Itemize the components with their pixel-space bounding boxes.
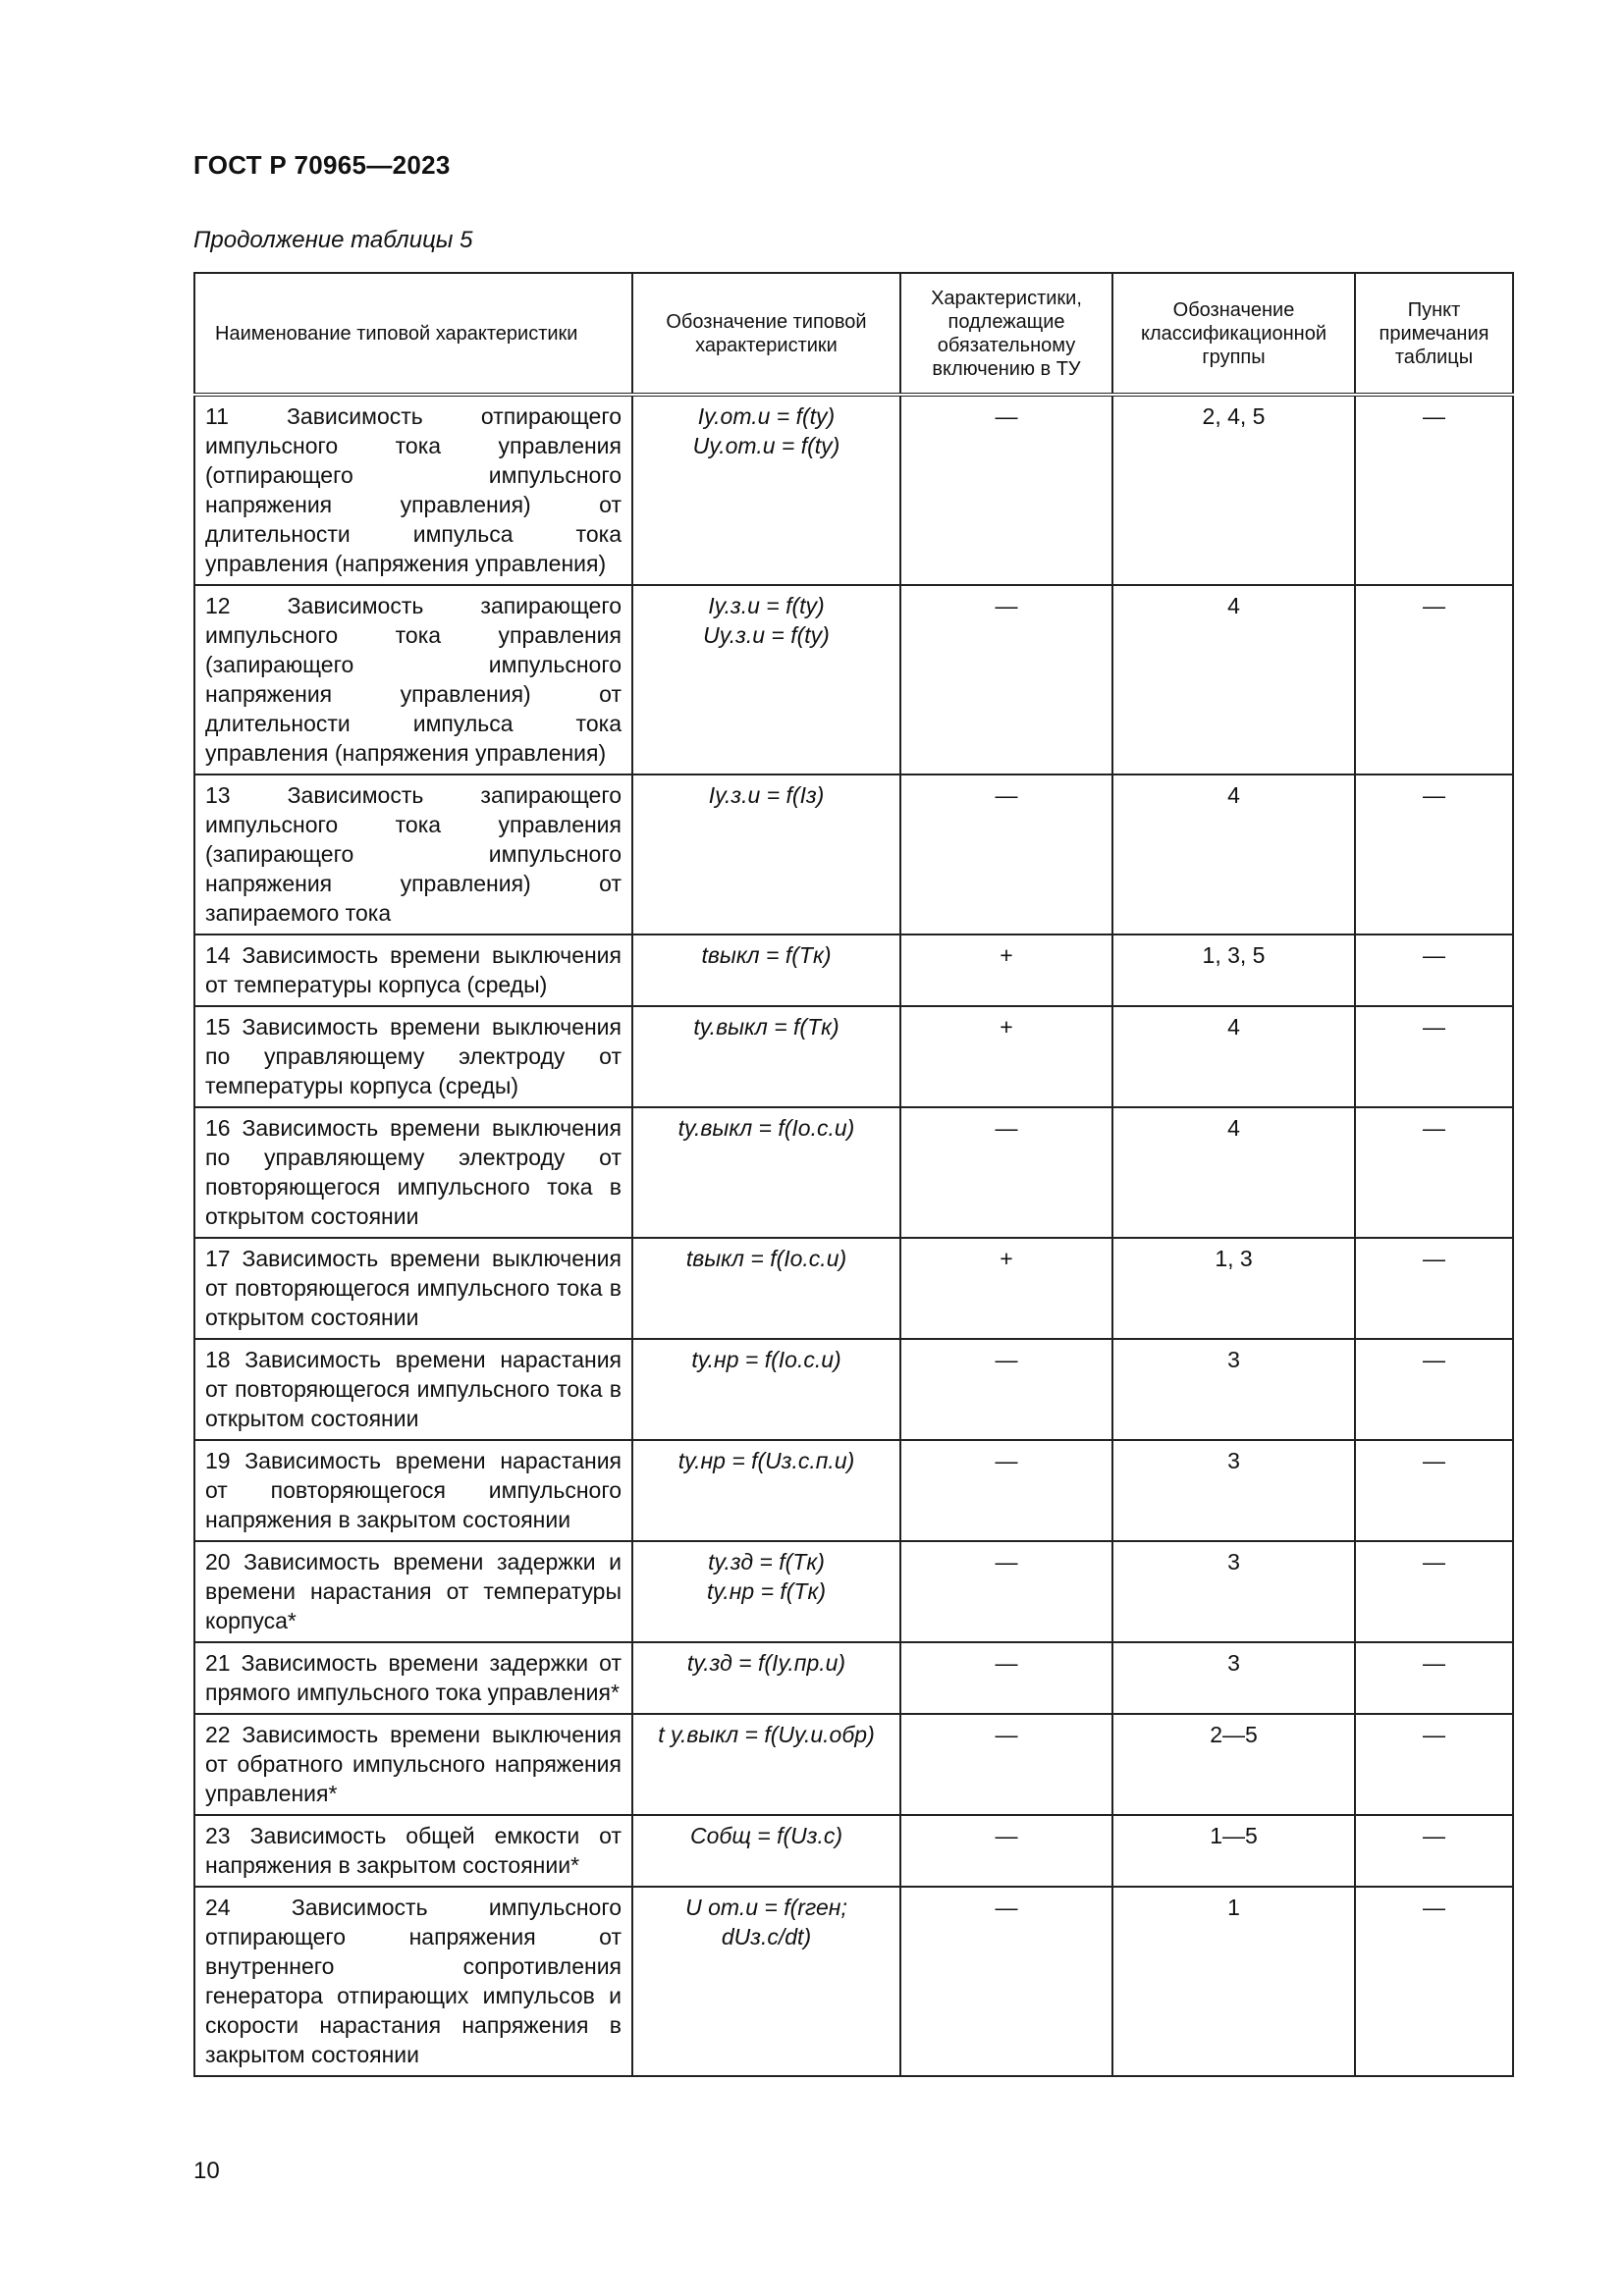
table-row [194, 1006, 1513, 1107]
table-row [194, 1238, 1513, 1339]
column-header-name: Наименование типовой характеристики [194, 273, 632, 395]
formula-line: t у.выкл = f(Uу.и.обр) [658, 1722, 875, 1747]
note-reference: — [1355, 1440, 1513, 1541]
characteristic-name: 16 Зависимость времени выключения по управляющему электроду от повторяющегося импульсного тока в открытом состоянии [194, 1107, 632, 1238]
characteristic-designation [632, 1887, 900, 2076]
mandatory-mark: — [900, 395, 1112, 585]
characteristic-name: 20 Зависимость времени задержки и времени нарастания от температуры корпуса* [194, 1541, 632, 1642]
formula-line: tвыкл = f(Iо.с.и) [685, 1246, 847, 1271]
column-header-note: Пункт примечания таблицы [1355, 273, 1513, 395]
mandatory-mark: — [900, 1887, 1112, 2076]
mandatory-mark: — [900, 1339, 1112, 1440]
characteristic-designation [632, 934, 900, 1006]
classification-group: 4 [1112, 1107, 1355, 1238]
table-row [194, 1642, 1513, 1714]
note-reference: — [1355, 1642, 1513, 1714]
note-reference: — [1355, 1887, 1513, 2076]
formula-line: tу.выкл = f(Tк) [693, 1014, 839, 1040]
formula-line: tу.нр = f(Iо.с.и) [691, 1347, 841, 1372]
classification-group: 3 [1112, 1642, 1355, 1714]
mandatory-mark: — [900, 1107, 1112, 1238]
classification-group: 1, 3 [1112, 1238, 1355, 1339]
characteristic-name: 11 Зависимость отпирающего импульсного тока управления (отпирающего импульсного напряжения управления) от длительности импульса тока управления (напряжения управления) [194, 395, 632, 585]
classification-group: 1, 3, 5 [1112, 934, 1355, 1006]
classification-group: 1—5 [1112, 1815, 1355, 1887]
mandatory-mark: + [900, 934, 1112, 1006]
table-row [194, 395, 1513, 585]
formula-line: tу.зд = f(Iу.пр.и) [686, 1650, 846, 1676]
formula-line: Cобщ = f(Uз.с) [689, 1823, 843, 1848]
characteristic-designation [632, 1541, 900, 1642]
formula-line: Uу.от.и = f(tу) [692, 433, 840, 458]
formula-line: tу.зд = f(Tк) [708, 1549, 825, 1575]
column-header-mandatory: Характеристики, подлежащие обязательному включению в ТУ [900, 273, 1112, 395]
formula-line: Iу.от.и = f(tу) [697, 403, 836, 429]
formula-line: Iу.з.и = f(tу) [708, 593, 825, 618]
characteristic-name: 22 Зависимость времени выключения от обратного импульсного напряжения управления* [194, 1714, 632, 1815]
formula-line: tу.выкл = f(Iо.с.и) [677, 1115, 855, 1141]
note-reference: — [1355, 934, 1513, 1006]
characteristic-designation [632, 1006, 900, 1107]
characteristic-name: 18 Зависимость времени нарастания от повторяющегося импульсного тока в открытом состоянии [194, 1339, 632, 1440]
formula-line: tу.нр = f(Uз.с.п.и) [677, 1448, 855, 1473]
characteristic-designation [632, 774, 900, 934]
document-code: ГОСТ Р 70965—2023 [193, 150, 451, 180]
mandatory-mark: — [900, 1541, 1112, 1642]
note-reference: — [1355, 774, 1513, 934]
mandatory-mark: + [900, 1238, 1112, 1339]
note-reference: — [1355, 1238, 1513, 1339]
characteristic-designation [632, 585, 900, 774]
table-row [194, 1339, 1513, 1440]
formula-line: Iу.з.и = f(Iз) [708, 782, 825, 808]
characteristic-designation [632, 1714, 900, 1815]
mandatory-mark: + [900, 1006, 1112, 1107]
column-header-designation: Обозначение типовой характеристики [632, 273, 900, 395]
classification-group: 3 [1112, 1440, 1355, 1541]
mandatory-mark: — [900, 1440, 1112, 1541]
characteristic-name: 24 Зависимость импульсного отпирающего напряжения от внутреннего сопротивления генератора отпирающих импульсов и скорости нарастания напряжения в закрытом состоянии [194, 1887, 632, 2076]
table-row [194, 1440, 1513, 1541]
table-caption: Продолжение таблицы 5 [193, 227, 473, 253]
table-row [194, 1815, 1513, 1887]
characteristic-designation [632, 1238, 900, 1339]
page-number: 10 [193, 2158, 220, 2184]
classification-group: 3 [1112, 1541, 1355, 1642]
characteristic-name: 21 Зависимость времени задержки от прямого импульсного тока управления* [194, 1642, 632, 1714]
note-reference: — [1355, 1815, 1513, 1887]
table-row [194, 1541, 1513, 1642]
classification-group: 2—5 [1112, 1714, 1355, 1815]
characteristic-designation [632, 1107, 900, 1238]
note-reference: — [1355, 1714, 1513, 1815]
note-reference: — [1355, 1339, 1513, 1440]
note-reference: — [1355, 1107, 1513, 1238]
column-header-group: Обозначение классификационной группы [1112, 273, 1355, 395]
classification-group: 3 [1112, 1339, 1355, 1440]
mandatory-mark: — [900, 774, 1112, 934]
table-row [194, 1714, 1513, 1815]
mandatory-mark: — [900, 1642, 1112, 1714]
table-header-row [194, 273, 1513, 395]
classification-group: 4 [1112, 1006, 1355, 1107]
table-row [194, 774, 1513, 934]
note-reference: — [1355, 395, 1513, 585]
mandatory-mark: — [900, 1714, 1112, 1815]
characteristic-name: 14 Зависимость времени выключения от температуры корпуса (среды) [194, 934, 632, 1006]
formula-line: U от.и = f(rген; dUз.с/dt) [685, 1895, 847, 1949]
characteristic-name: 23 Зависимость общей емкости от напряжения в закрытом состоянии* [194, 1815, 632, 1887]
table-row [194, 934, 1513, 1006]
classification-group: 1 [1112, 1887, 1355, 2076]
table-row [194, 1887, 1513, 2076]
note-reference: — [1355, 1541, 1513, 1642]
table-row [194, 585, 1513, 774]
note-reference: — [1355, 585, 1513, 774]
classification-group: 4 [1112, 774, 1355, 934]
characteristic-designation [632, 1440, 900, 1541]
characteristic-name: 12 Зависимость запирающего импульсного тока управления (запирающего импульсного напряжения управления) от длительности импульса тока управления (напряжения управления) [194, 585, 632, 774]
table-row [194, 1107, 1513, 1238]
mandatory-mark: — [900, 1815, 1112, 1887]
characteristic-name: 19 Зависимость времени нарастания от повторяющегося импульсного напряжения в закрытом состоянии [194, 1440, 632, 1541]
classification-group: 2, 4, 5 [1112, 395, 1355, 585]
characteristic-designation [632, 1339, 900, 1440]
characteristics-table [193, 272, 1514, 2077]
classification-group: 4 [1112, 585, 1355, 774]
mandatory-mark: — [900, 585, 1112, 774]
note-reference: — [1355, 1006, 1513, 1107]
characteristic-designation [632, 1815, 900, 1887]
characteristic-name: 15 Зависимость времени выключения по управляющему электроду от температуры корпуса (среды) [194, 1006, 632, 1107]
characteristic-designation [632, 395, 900, 585]
characteristic-designation [632, 1642, 900, 1714]
characteristic-name: 13 Зависимость запирающего импульсного тока управления (запирающего импульсного напряжения управления) от запираемого тока [194, 774, 632, 934]
formula-line: Uу.з.и = f(tу) [703, 622, 830, 648]
formula-line: tу.нр = f(Tк) [706, 1578, 827, 1604]
formula-line: tвыкл = f(Tк) [701, 942, 832, 968]
characteristic-name: 17 Зависимость времени выключения от повторяющегося импульсного тока в открытом состоянии [194, 1238, 632, 1339]
